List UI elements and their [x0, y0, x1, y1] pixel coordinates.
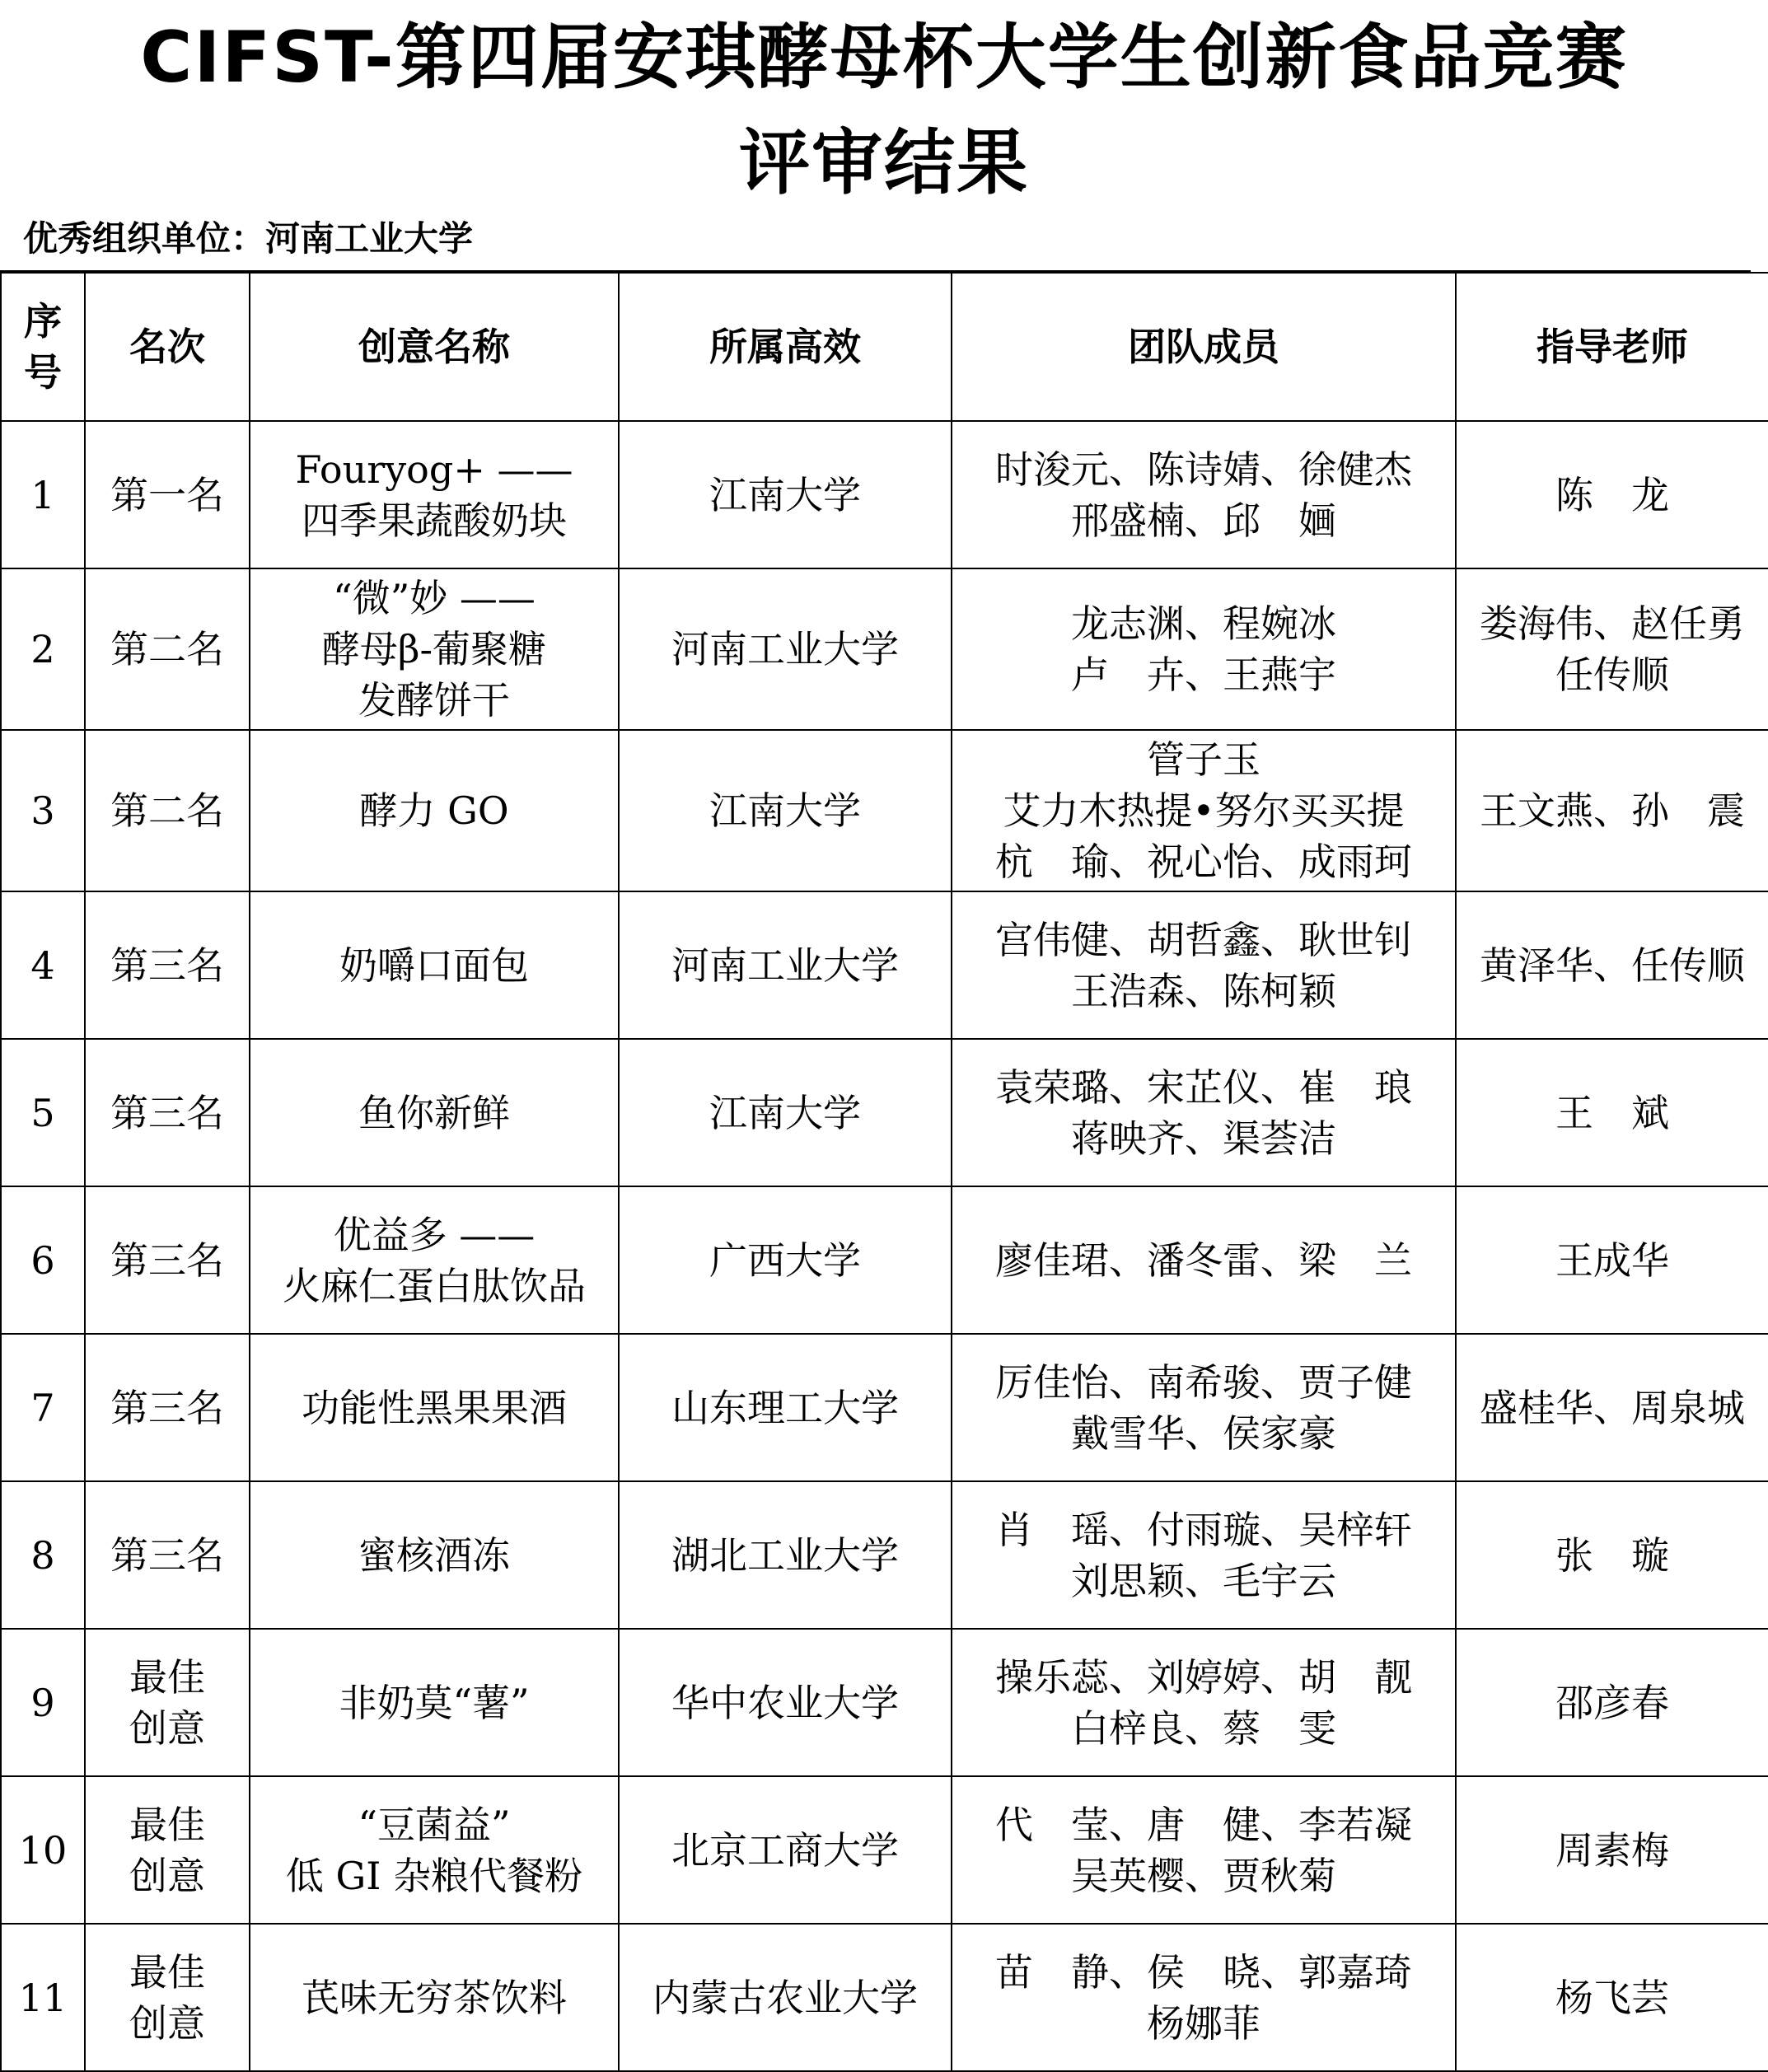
team-cell [952, 421, 1456, 568]
school-cell: 江南大学 [619, 1039, 952, 1186]
school-cell: 华中农业大学 [619, 1629, 952, 1776]
advisor-cell [1456, 1481, 1768, 1629]
rank-cell-line: 第三名 [110, 1237, 224, 1283]
team-cell [952, 1186, 1456, 1334]
rank-cell [85, 1924, 250, 2071]
school-cell: 内蒙古农业大学 [619, 1924, 952, 2071]
seq-cell: 6 [1, 1186, 85, 1334]
idea-cell-line: 芪味无穷茶饮料 [302, 1975, 567, 2020]
team-cell-line: 邢盛楠、邱 婳 [1071, 498, 1336, 543]
document-title: CIFST-第四届安琪酵母杯大学生创新食品竞赛 [140, 16, 1628, 99]
idea-cell-line: 低 GI 杂粮代餐粉 [285, 1853, 583, 1898]
team-cell-line: 廖佳珺、潘冬雷、梁 兰 [995, 1237, 1412, 1283]
table-body [1, 421, 1768, 2071]
table-row [1, 1481, 1768, 1629]
advisor-cell [1456, 1629, 1768, 1776]
idea-cell-line: 功能性黑果果酒 [302, 1385, 567, 1430]
idea-cell-line: 酵母β-葡聚糖 [321, 627, 547, 671]
seq-cell: 11 [1, 1924, 85, 2071]
table-row [1, 1776, 1768, 1924]
team-cell-line: 刘思颖、毛宇云 [1071, 1558, 1336, 1603]
header-team: 团队成员 [952, 273, 1456, 421]
rank-cell [85, 1334, 250, 1481]
idea-cell-line: 奶嚼口面包 [339, 942, 529, 988]
table-row [1, 568, 1768, 730]
advisor-cell [1456, 891, 1768, 1039]
idea-cell-line: 火麻仁蛋白肽饮品 [283, 1263, 586, 1308]
idea-cell [250, 1334, 619, 1481]
school-cell: 湖北工业大学 [619, 1481, 952, 1629]
table-row [1, 1334, 1768, 1481]
rank-cell [85, 421, 250, 568]
advisor-cell-line: 盛桂华、周泉城 [1480, 1385, 1745, 1430]
advisor-cell-line: 王成华 [1555, 1237, 1669, 1283]
team-cell [952, 1629, 1456, 1776]
rank-cell-line: 创意 [129, 1853, 205, 1898]
results-table [0, 272, 1768, 2072]
advisor-cell-line: 杨飞芸 [1555, 1975, 1669, 2020]
school-cell: 河南工业大学 [619, 891, 952, 1039]
team-cell [952, 1334, 1456, 1481]
table-row [1, 421, 1768, 568]
advisor-cell [1456, 421, 1768, 568]
table-row [1, 1629, 1768, 1776]
team-cell-line: 操乐蕊、刘婷婷、胡 靓 [995, 1654, 1412, 1700]
team-cell-line: 戴雪华、侯家豪 [1071, 1410, 1336, 1456]
school-cell: 江南大学 [619, 730, 952, 891]
team-cell-line: 宫伟健、胡哲鑫、耿世钊 [995, 917, 1412, 962]
advisor-cell-line: 黄泽华、任传顺 [1480, 942, 1745, 988]
idea-cell-line: 酵力 GO [359, 788, 509, 833]
team-cell-line: 杭 瑜、祝心怡、成雨珂 [995, 840, 1412, 884]
advisor-cell-line: 周素梅 [1555, 1827, 1669, 1873]
idea-cell-line: 四季果蔬酸奶块 [302, 498, 567, 543]
team-cell [952, 730, 1456, 891]
rank-cell [85, 568, 250, 730]
rank-cell-line: 创意 [129, 2000, 205, 2046]
team-cell [952, 1039, 1456, 1186]
idea-cell-line: 发酵饼干 [358, 678, 510, 723]
idea-cell-line: 鱼你新鲜 [358, 1090, 510, 1135]
team-cell-line: 时浚元、陈诗婧、徐健杰 [995, 447, 1412, 492]
seq-cell: 4 [1, 891, 85, 1039]
header-advisor: 指导老师 [1456, 273, 1768, 421]
rank-cell [85, 1039, 250, 1186]
seq-cell: 8 [1, 1481, 85, 1629]
advisor-cell-line: 王 斌 [1555, 1090, 1669, 1135]
team-cell [952, 1776, 1456, 1924]
rank-cell [85, 1629, 250, 1776]
rank-cell-line: 第一名 [110, 472, 224, 517]
advisor-cell [1456, 730, 1768, 891]
team-cell-line: 龙志渊、程婉冰 [1071, 601, 1336, 646]
idea-cell-line: Fouryog+ —— [295, 447, 573, 492]
advisor-cell [1456, 1186, 1768, 1334]
seq-cell: 5 [1, 1039, 85, 1186]
idea-cell [250, 1039, 619, 1186]
advisor-cell-line: 邵彦春 [1555, 1680, 1669, 1725]
school-cell: 山东理工大学 [619, 1334, 952, 1481]
idea-cell-line: 优益多 —— [333, 1212, 536, 1257]
idea-cell [250, 1186, 619, 1334]
team-cell [952, 1481, 1456, 1629]
team-cell [952, 568, 1456, 730]
school-cell: 江南大学 [619, 421, 952, 568]
idea-cell [250, 421, 619, 568]
team-cell [952, 891, 1456, 1039]
seq-cell: 3 [1, 730, 85, 891]
rank-cell [85, 1481, 250, 1629]
table-row [1, 891, 1768, 1039]
team-cell [952, 1924, 1456, 2071]
team-cell-line: 管子玉 [1147, 737, 1261, 782]
team-cell-line: 厉佳怡、南希骏、贾子健 [995, 1359, 1412, 1405]
advisor-cell [1456, 1334, 1768, 1481]
rank-cell-line: 第三名 [110, 1090, 224, 1135]
header-row [1, 273, 1768, 421]
team-cell-line: 吴英樱、贾秋菊 [1071, 1853, 1336, 1898]
team-cell-line: 蒋映齐、渠荟洁 [1071, 1116, 1336, 1161]
table-row [1, 730, 1768, 891]
idea-cell [250, 1776, 619, 1924]
rank-cell-line: 第三名 [110, 1385, 224, 1430]
idea-cell [250, 730, 619, 891]
idea-cell-line: “微”妙 —— [333, 576, 536, 620]
table-row [1, 1924, 1768, 2071]
advisor-cell-line: 任传顺 [1555, 652, 1669, 697]
rank-cell [85, 891, 250, 1039]
advisor-cell [1456, 1924, 1768, 2071]
seq-cell: 7 [1, 1334, 85, 1481]
rank-cell-line: 最佳 [129, 1949, 205, 1995]
rank-cell-line: 最佳 [129, 1802, 205, 1847]
header-rank: 名次 [85, 273, 250, 421]
team-cell-line: 代 莹、唐 健、李若凝 [995, 1802, 1412, 1847]
rank-cell [85, 1186, 250, 1334]
team-cell-line: 卢 卉、王燕宇 [1071, 652, 1336, 697]
rank-cell-line: 第三名 [110, 942, 224, 988]
team-cell-line: 杨娜菲 [1147, 2000, 1261, 2046]
table-row [1, 1039, 1768, 1186]
school-cell: 北京工商大学 [619, 1776, 952, 1924]
organization-label: 优秀组织单位：河南工业大学 [23, 218, 474, 259]
seq-cell: 1 [1, 421, 85, 568]
header-school: 所属高效 [619, 273, 952, 421]
advisor-cell [1456, 1776, 1768, 1924]
header-seq: 序 号 [1, 273, 85, 421]
advisor-cell-line: 娄海伟、赵任勇 [1480, 601, 1745, 646]
advisor-cell-line: 王文燕、孙 震 [1480, 788, 1745, 833]
school-cell: 河南工业大学 [619, 568, 952, 730]
school-cell: 广西大学 [619, 1186, 952, 1334]
idea-cell [250, 1481, 619, 1629]
advisor-cell [1456, 1039, 1768, 1186]
seq-cell: 9 [1, 1629, 85, 1776]
rank-cell [85, 1776, 250, 1924]
team-cell-line: 肖 瑶、付雨璇、吴梓轩 [995, 1507, 1412, 1552]
team-cell-line: 王浩森、陈柯颖 [1071, 968, 1336, 1013]
idea-cell-line: 非奶莫“薯” [339, 1680, 530, 1725]
idea-cell [250, 568, 619, 730]
team-cell-line: 袁荣璐、宋芷仪、崔 琅 [995, 1064, 1412, 1110]
advisor-cell-line: 陈 龙 [1555, 472, 1669, 517]
idea-cell [250, 891, 619, 1039]
rank-cell-line: 创意 [129, 1705, 205, 1751]
rank-cell-line: 第三名 [110, 1532, 224, 1578]
rank-cell-line: 最佳 [129, 1654, 205, 1700]
idea-cell-line: “豆菌益” [358, 1802, 511, 1847]
table-row [1, 1186, 1768, 1334]
rank-cell-line: 第二名 [110, 627, 224, 671]
idea-cell [250, 1924, 619, 2071]
seq-cell: 10 [1, 1776, 85, 1924]
team-cell-line: 艾力木热提•努尔买买提 [1003, 788, 1405, 833]
header-idea: 创意名称 [250, 273, 619, 421]
rank-cell-line: 第二名 [110, 788, 224, 833]
team-cell-line: 白梓良、蔡 雯 [1071, 1705, 1336, 1751]
seq-cell: 2 [1, 568, 85, 730]
advisor-cell [1456, 568, 1768, 730]
advisor-cell-line: 张 璇 [1555, 1532, 1669, 1578]
document-subtitle: 评审结果 [739, 122, 1029, 204]
team-cell-line: 苗 静、侯 晓、郭嘉琦 [995, 1949, 1412, 1995]
rank-cell [85, 730, 250, 891]
idea-cell-line: 蜜核酒冻 [358, 1532, 510, 1578]
idea-cell [250, 1629, 619, 1776]
